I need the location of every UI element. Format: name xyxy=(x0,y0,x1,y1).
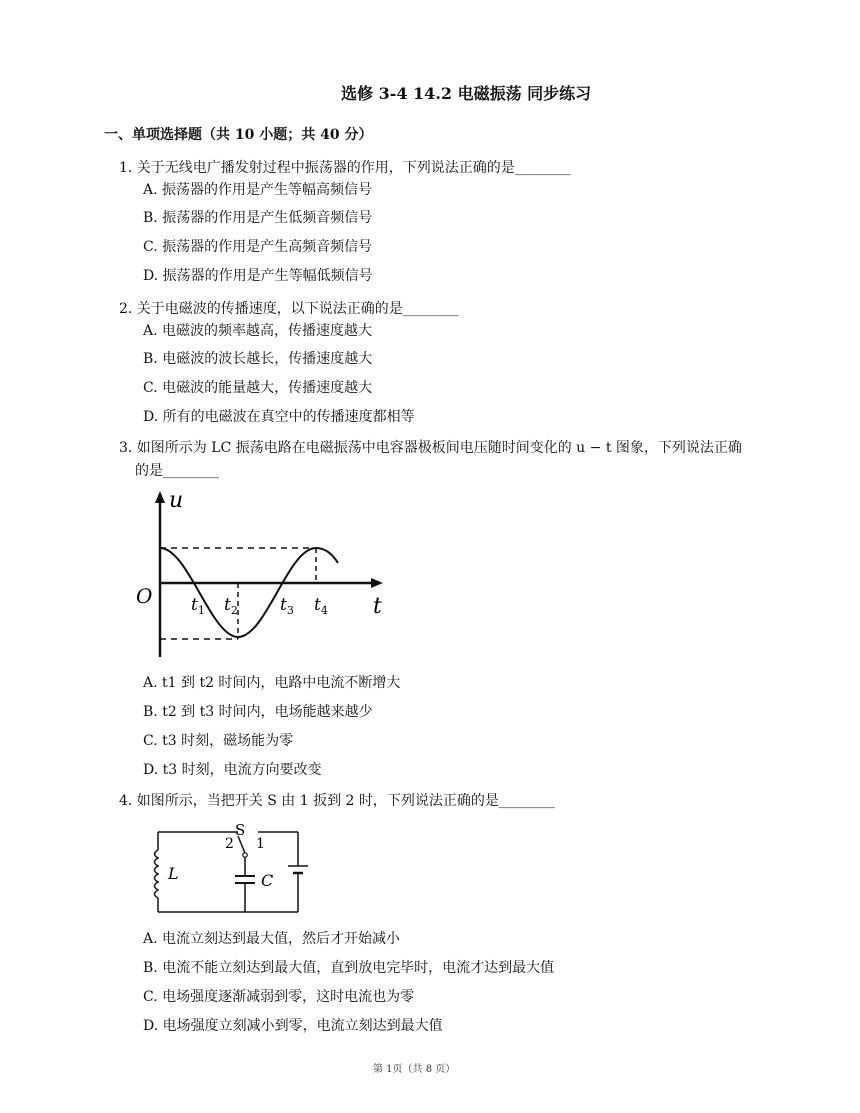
question-4-option-a[interactable]: A. 电流立刻达到最大值，然后才开始减小 xyxy=(143,931,401,947)
question-2-option-a[interactable]: A. 电磁波的频率越高，传播速度越大 xyxy=(143,323,373,339)
section-heading: 一、单项选择题（共 10 小题；共 40 分） xyxy=(104,127,373,143)
question-2-option-c[interactable]: C. 电磁波的能量越大，传播速度越大 xyxy=(143,380,373,396)
question-2-option-d[interactable]: D. 所有的电磁波在真空中的传播速度都相等 xyxy=(143,409,415,425)
switch-label: S xyxy=(235,822,246,839)
page-footer: 第 1页（共 8 页） xyxy=(373,1064,456,1075)
question-1-option-b[interactable]: B. 振荡器的作用是产生低频音频信号 xyxy=(143,210,373,226)
inductor-label: L xyxy=(168,864,179,883)
t1-tick-label: $t_1$ xyxy=(191,595,205,617)
question-4-option-b[interactable]: B. 电流不能立刻达到最大值，直到放电完毕时，电流才达到最大值 xyxy=(143,960,555,976)
inductor-coil xyxy=(155,850,159,898)
question-3-stem-line2: 的是________ xyxy=(135,463,219,479)
question-1-option-a[interactable]: A. 振荡器的作用是产生等幅高频信号 xyxy=(143,182,373,198)
question-4-option-c[interactable]: C. 电场强度逐渐减弱到零，这时电流也为零 xyxy=(143,989,415,1005)
question-3-option-b[interactable]: B. t2 到 t3 时间内，电场能越来越少 xyxy=(143,704,373,720)
question-2-stem: 2. 关于电磁波的传播速度，以下说法正确的是________ xyxy=(119,301,459,317)
u-axis-arrow xyxy=(155,491,165,503)
u-t-graph-figure xyxy=(133,487,398,667)
question-1-stem: 1. 关于无线电广播发射过程中振荡器的作用，下列说法正确的是________ xyxy=(119,160,571,176)
question-2-option-b[interactable]: B. 电磁波的波长越长，传播速度越大 xyxy=(143,351,373,367)
question-4-stem: 4. 如图所示，当把开关 S 由 1 扳到 2 时，下列说法正确的是________ xyxy=(119,793,555,809)
page-title: 选修 3-4 14.2 电磁振荡 同步练习 xyxy=(341,84,592,103)
switch-pivot xyxy=(243,853,247,857)
t2-tick-label: $t_2$ xyxy=(224,595,238,617)
t-axis-arrow xyxy=(371,578,383,588)
t4-tick-label: $t_4$ xyxy=(314,595,328,617)
question-1-option-c[interactable]: C. 振荡器的作用是产生高频音频信号 xyxy=(143,239,373,255)
question-3-option-c[interactable]: C. t3 时刻，磁场能为零 xyxy=(143,733,294,749)
capacitor-label: C xyxy=(261,871,274,890)
lc-circuit-figure xyxy=(148,822,308,922)
t-axis-label: t xyxy=(373,594,382,619)
question-1-option-d[interactable]: D. 振荡器的作用是产生等幅低频信号 xyxy=(143,268,373,284)
u-axis-label: u xyxy=(169,488,184,513)
voltage-curve xyxy=(160,548,338,637)
origin-label: O xyxy=(136,584,153,608)
switch-pos-2-label: 2 xyxy=(225,836,234,852)
switch-pos-1-label: 1 xyxy=(256,836,265,852)
question-4-option-d[interactable]: D. 电场强度立刻减小到零，电流立刻达到最大值 xyxy=(143,1018,443,1034)
t3-tick-label: $t_3$ xyxy=(280,595,294,617)
question-3-option-d[interactable]: D. t3 时刻，电流方向要改变 xyxy=(143,762,322,778)
question-3-option-a[interactable]: A. t1 到 t2 时间内，电路中电流不断增大 xyxy=(143,675,401,691)
question-3-stem-line1: 3. 如图所示为 LC 振荡电路在电磁振荡中电容器极板间电压随时间变化的 u − t 图象，下列说法正确 xyxy=(119,440,742,456)
